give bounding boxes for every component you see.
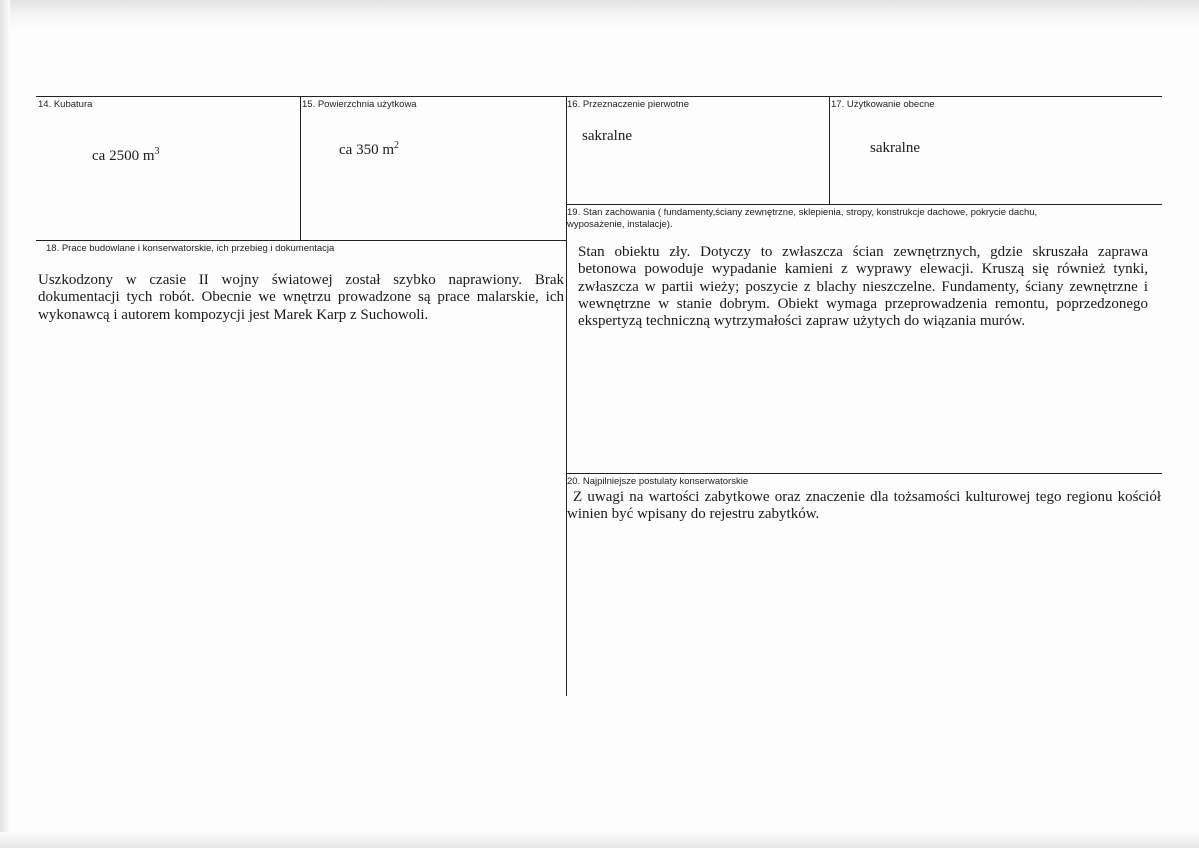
col-divider-16-17 — [829, 96, 830, 204]
field-20-label: 20. Najpilniejsze postulaty konserwatorskie — [567, 476, 749, 487]
field-15-value-exponent: 2 — [393, 140, 399, 151]
field-15-value — [339, 142, 399, 159]
row-divider-14-18 — [36, 240, 566, 241]
field-16-label: 16. Przeznaczenie pierwotne — [567, 99, 689, 110]
top-border-line — [36, 96, 1162, 97]
field-14-value-text: ca 2500 m — [92, 148, 155, 164]
field-14-value — [92, 148, 159, 165]
field-15-label: 15. Powierzchnia użytkowa — [302, 99, 417, 110]
field-14-value-exponent: 3 — [154, 146, 160, 157]
scan-shadow-bottom — [0, 832, 1199, 848]
row-divider-16-19 — [566, 204, 1162, 205]
field-15-value-text: ca 350 m — [339, 142, 394, 158]
field-19-text: Stan obiektu zły. Dotyczy to zwłaszcza ścian zewnętrznych, gdzie skruszała zaprawa betonowa powoduje wypadanie kamieni z wyprawy elewacji. Kruszą się również tynki, zwłaszcza w partii wieży; poszycie z blachy nieszczelne. Fundamenty, ściany zewnętrzne i wewnętrzne w stanie dobrym. Obiekt wymaga przeprowadzenia remontu, poprzedzonego ekspertyzą techniczną wytrzymałości zapraw użytych do wiązania murów. — [578, 244, 1148, 330]
field-17-value: sakralne — [870, 140, 920, 156]
field-14-label: 14. Kubatura — [38, 99, 93, 110]
col-divider-main — [566, 96, 567, 696]
field-18-label: 18. Prace budowlane i konserwatorskie, ich przebieg i dokumentacja — [46, 243, 335, 254]
col-divider-14-15 — [300, 96, 301, 240]
scan-shadow-top — [0, 0, 1199, 30]
row-divider-19-20 — [566, 473, 1162, 474]
scan-shadow-left — [0, 0, 10, 848]
field-20-text: Z uwagi na wartości zabytkowe oraz znaczenie dla tożsamości kulturowej tego regionu kościół winien być wpisany do rejestru zabytków. — [567, 489, 1161, 523]
field-19-label: 19. Stan zachowania ( fundamenty,ściany zewnętrzne, sklepienia, stropy, konstrukcje dachowe, pokrycie dachu, wyposażenie, instalacje). — [567, 207, 1038, 230]
field-18-text: Uszkodzony w czasie II wojny światowej został szybko naprawiony. Brak dokumentacji tych robót. Obecnie we wnętrzu prowadzone są prace malarskie, ich wykonawcą i autorem kompozycji jest Marek Karp z Suchowoli. — [38, 272, 564, 323]
field-17-label: 17. Użytkowanie obecne — [831, 99, 935, 110]
field-16-value: sakralne — [582, 128, 632, 144]
